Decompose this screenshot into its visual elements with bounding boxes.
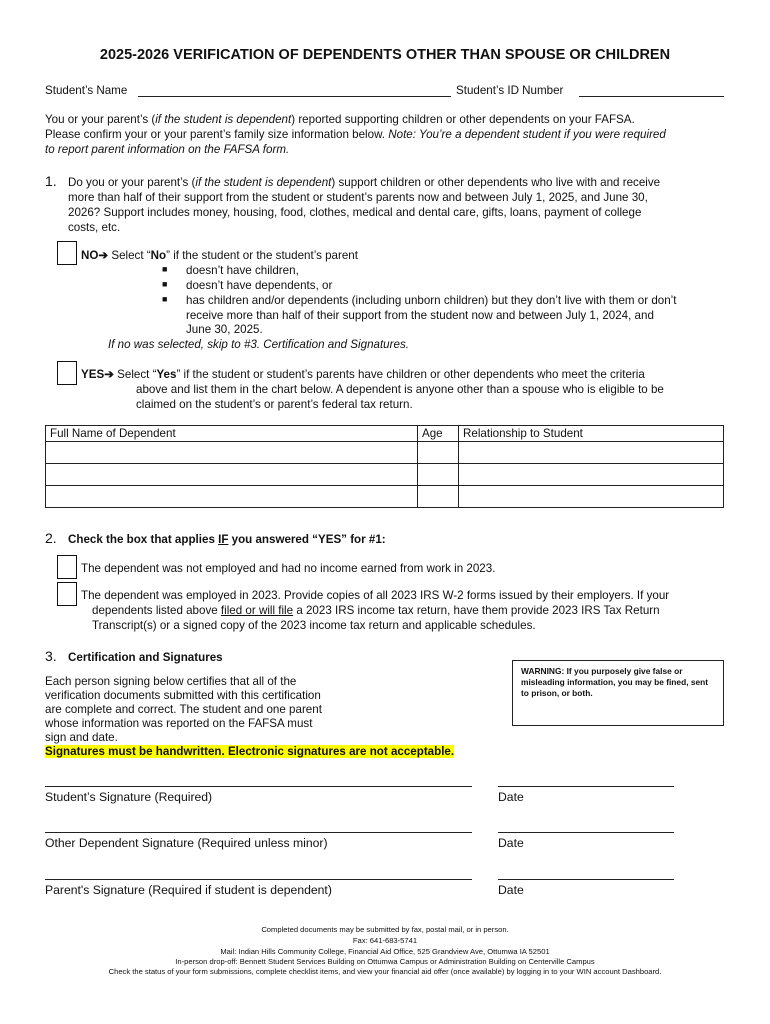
certification-line-4: whose information was reported on the FAFSA must (45, 717, 313, 730)
student-id-field[interactable] (579, 96, 724, 97)
certification-line-1: Each person signing below certifies that all of the (45, 675, 297, 688)
footer-dropoff: In-person drop-off: Bennett Student Services Building on Ottumwa Campus or Administration Building on Centerville Campus (175, 957, 595, 966)
other-dependent-date-line[interactable] (498, 832, 674, 833)
intro-line-2: Please confirm your or your parent’s family size information below. Note: You’re a dependent student if you were required (45, 128, 666, 141)
parent-signature-label: Parent's Signature (Required if student is dependent) (45, 883, 332, 897)
student-name-field[interactable] (138, 96, 451, 97)
dependent-relationship-cell[interactable] (459, 442, 724, 464)
student-signature-line[interactable] (45, 786, 472, 787)
dependent-name-cell[interactable] (46, 442, 418, 464)
q3-number: 3. (45, 648, 57, 664)
q1-number: 1. (45, 173, 57, 189)
parent-date-label: Date (498, 883, 524, 897)
student-name-label: Student’s Name (45, 84, 128, 97)
intro-line-3: to report parent information on the FAFSA form. (45, 143, 290, 156)
yes-checkbox[interactable] (57, 361, 77, 385)
header-full-name: Full Name of Dependent (46, 426, 418, 442)
no-bullet-3: has children and/or dependents (including unborn children) but they don’t live with them or don’t (186, 294, 677, 307)
table-row (46, 442, 724, 464)
yes-line-2: above and list them in the chart below. A dependent is anyone other than a spouse who is eligible to be (136, 383, 664, 396)
header-age: Age (418, 426, 459, 442)
header-relationship: Relationship to Student (459, 426, 724, 442)
q2-heading: Check the box that applies IF you answered “YES” for #1: (68, 533, 386, 546)
footer-submission: Completed documents may be submitted by fax, postal mail, or in person. (261, 925, 509, 934)
no-bullet-3-line-2: receive more than half of their support from the student now and between July 1, 2024, and (186, 309, 654, 322)
yes-line-3: claimed on the student’s or parent’s federal tax return. (136, 398, 413, 411)
no-bullet-3-line-3: June 30, 2025. (186, 323, 263, 336)
table-row (46, 464, 724, 486)
certification-line-2: verification documents submitted with this certification (45, 689, 321, 702)
dependent-name-cell[interactable] (46, 464, 418, 486)
student-signature-label: Student’s Signature (Required) (45, 790, 213, 804)
bullet-icon: ■ (162, 279, 168, 289)
q3-heading: Certification and Signatures (68, 651, 223, 664)
q1-line-4: costs, etc. (68, 221, 121, 234)
other-dependent-date-label: Date (498, 836, 524, 850)
handwritten-notice: Signatures must be handwritten. Electronic signatures are not acceptable. (45, 745, 455, 758)
no-bullet-1: doesn’t have children, (186, 264, 299, 277)
no-option-text: NO➔ Select “No” if the student or the student’s parent (81, 249, 358, 262)
employed-checkbox[interactable] (57, 582, 77, 606)
intro-line-1: You or your parent’s (if the student is dependent) reported supporting children or other dependents on your FAFSA. (45, 113, 635, 126)
not-employed-checkbox[interactable] (57, 555, 77, 579)
student-date-line[interactable] (498, 786, 674, 787)
dependent-relationship-cell[interactable] (459, 486, 724, 508)
dependent-age-cell[interactable] (418, 464, 459, 486)
footer-mail: Mail: Indian Hills Community College, Financial Aid Office, 525 Grandview Ave, Ottumwa IA 52501 (220, 947, 550, 956)
dependent-relationship-cell[interactable] (459, 464, 724, 486)
other-dependent-signature-label: Other Dependent Signature (Required unless minor) (45, 836, 328, 850)
q2-number: 2. (45, 530, 57, 546)
dependent-name-cell[interactable] (46, 486, 418, 508)
certification-line-3: are complete and correct. The student and one parent (45, 703, 322, 716)
student-date-label: Date (498, 790, 524, 804)
dependent-age-cell[interactable] (418, 486, 459, 508)
table-header-row (46, 426, 724, 442)
page-title: 2025-2026 VERIFICATION OF DEPENDENTS OTHER THAN SPOUSE OR CHILDREN (99, 47, 671, 63)
employed-line-3: Transcript(s) or a signed copy of the 2023 income tax return and applicable schedules. (92, 619, 536, 632)
bullet-icon: ■ (162, 264, 168, 274)
employed-line-2: dependents listed above filed or will file a 2023 IRS income tax return, have them provide 2023 IRS Tax Return (92, 604, 660, 617)
bullet-icon: ■ (162, 294, 168, 304)
warning-box: WARNING: If you purposely give false or misleading information, you may be fined, sent to prison, or both. (512, 660, 724, 726)
q1-line-1: Do you or your parent’s (if the student is dependent) support children or other dependents who live with and receive (68, 176, 661, 189)
table-row (46, 486, 724, 508)
parent-signature-line[interactable] (45, 879, 472, 880)
footer-fax: Fax: 641-683-5741 (352, 936, 418, 945)
not-employed-text: The dependent was not employed and had no income earned from work in 2023. (81, 562, 496, 575)
student-id-label: Student’s ID Number (456, 84, 564, 97)
skip-note: If no was selected, skip to #3. Certification and Signatures. (108, 338, 409, 351)
footer-status: Check the status of your form submissions, complete checklist items, and view your financial aid offer (once available) by logging in to your WIN account Dashboard. (108, 967, 662, 976)
q1-line-3: 2026? Support includes money, housing, food, clothes, medical and dental care, gifts, loans, payment of college (68, 206, 642, 219)
yes-option-text: YES➔ Select “Yes” if the student or student’s parents have children or other dependents who meet the criteria (81, 368, 645, 381)
q1-line-2: more than half of their support from the student or student’s parents now and between July 1, 2025, and June 30, (68, 191, 648, 204)
certification-line-5: sign and date. (45, 731, 118, 744)
dependents-table (45, 425, 724, 508)
dependent-age-cell[interactable] (418, 442, 459, 464)
other-dependent-signature-line[interactable] (45, 832, 472, 833)
no-checkbox[interactable] (57, 241, 77, 265)
employed-line-1: The dependent was employed in 2023. Provide copies of all 2023 IRS W-2 forms issued by their employers. If your (81, 589, 670, 602)
parent-date-line[interactable] (498, 879, 674, 880)
no-bullet-2: doesn’t have dependents, or (186, 279, 333, 292)
